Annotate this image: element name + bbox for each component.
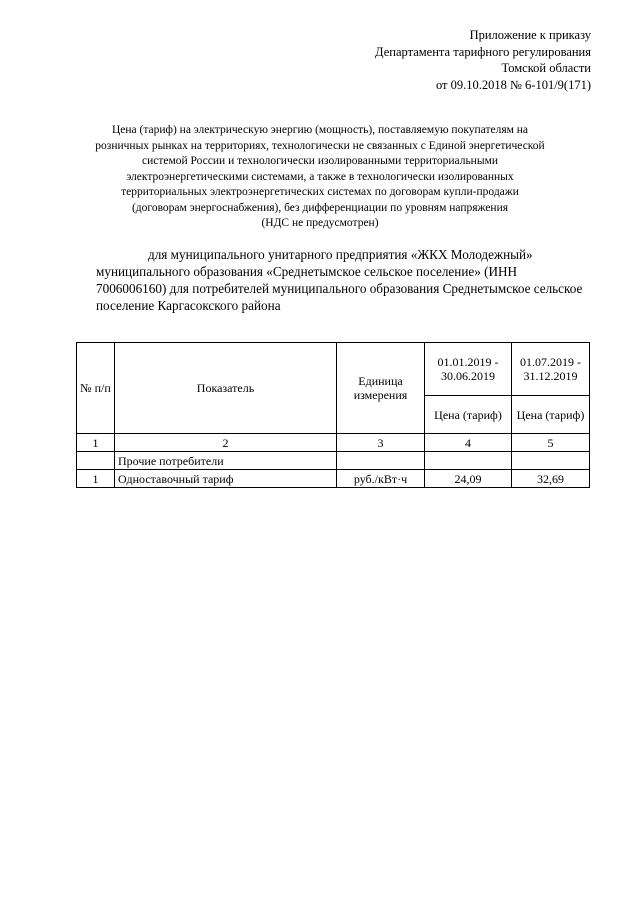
numbering-cell: 4 xyxy=(425,434,512,452)
header-indicator: Показатель xyxy=(115,343,337,434)
table-row xyxy=(77,470,590,488)
tariff-table xyxy=(76,342,590,488)
numbering-row xyxy=(77,434,590,452)
row-price-1: 24,09 xyxy=(425,470,512,488)
header-unit: Единица измерения xyxy=(337,343,425,434)
group-empty-cell xyxy=(337,452,425,470)
header-period-2: 01.07.2019 - 31.12.2019 xyxy=(512,343,590,396)
appendix-line-2: Департамента тарифного регулирования xyxy=(375,44,591,59)
title-line-7: (НДС не предусмотрен) xyxy=(261,217,379,229)
header-num: № п/п xyxy=(77,343,115,434)
row-indicator: Одноставочный тариф xyxy=(115,470,337,488)
group-empty-cell xyxy=(425,452,512,470)
header-price-2: Цена (тариф) xyxy=(512,396,590,434)
group-row xyxy=(77,452,590,470)
subtitle-text: для муниципального унитарного предприятия «ЖКХ Молодежный» муниципального образования «Среднетымское сельское поселение» (ИНН 7006006160) для потребителей муниципального образования Среднетымское сельское поселение Каргасокского района xyxy=(96,247,583,313)
group-empty-cell xyxy=(77,452,115,470)
numbering-cell: 1 xyxy=(77,434,115,452)
title-line-1: Цена (тариф) на электрическую энергию (мощность), поставляемую покупателям на xyxy=(111,124,529,136)
appendix-line-4: от 09.10.2018 № 6-101/9(171) xyxy=(435,77,591,92)
header-price-1: Цена (тариф) xyxy=(425,396,512,434)
appendix-line-1: Приложение к приказу xyxy=(469,28,591,42)
numbering-cell: 3 xyxy=(337,434,425,452)
title-line-3: системой России и технологически изолированными территориальными xyxy=(141,155,498,167)
appendix-header xyxy=(375,27,591,93)
title-line-6: (договорам энергоснабжения), без дифференциации по уровням напряжения xyxy=(131,201,509,214)
numbering-cell: 5 xyxy=(512,434,590,452)
document-subtitle xyxy=(96,246,584,314)
numbering-cell: 2 xyxy=(115,434,337,452)
title-line-2: розничных рынках на территориях, технологически не связанных с Единой энергетической xyxy=(95,139,545,152)
row-num: 1 xyxy=(77,470,115,488)
group-empty-cell xyxy=(512,452,590,470)
row-price-2: 32,69 xyxy=(512,470,590,488)
title-line-5: территориальных электроэнергетических системах по договорам купли-продажи xyxy=(121,186,519,198)
header-row-1 xyxy=(77,343,590,396)
title-line-4: электроэнергетическими системами, а также в технологически изолированных xyxy=(126,170,514,183)
appendix-line-3: Томской области xyxy=(501,61,591,75)
group-label: Прочие потребители xyxy=(115,452,337,470)
row-unit: руб./кВт·ч xyxy=(337,470,425,488)
header-period-1: 01.01.2019 - 30.06.2019 xyxy=(425,343,512,396)
document-title xyxy=(60,123,580,232)
